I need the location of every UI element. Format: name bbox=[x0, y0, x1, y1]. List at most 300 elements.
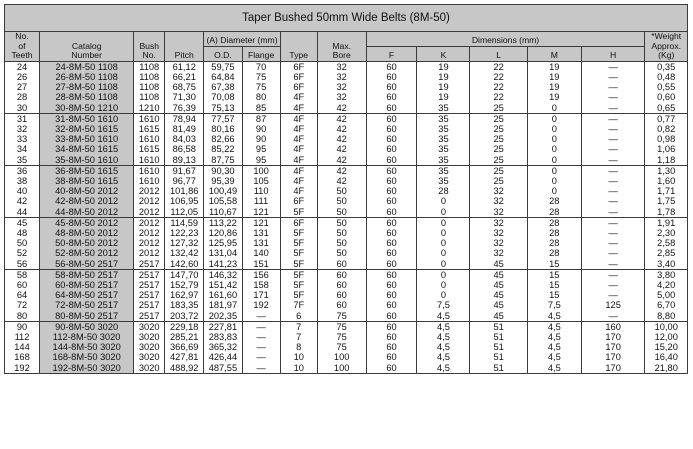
cell-h: 170 bbox=[581, 363, 645, 374]
cell-od: 365,32 bbox=[204, 342, 242, 352]
cell-l: 32 bbox=[470, 248, 527, 258]
cell-weight: 15,20 bbox=[645, 342, 688, 352]
header-pitch: Pitch bbox=[165, 32, 204, 62]
cell-teeth: 44 bbox=[5, 207, 40, 218]
cell-teeth: 40 bbox=[5, 186, 40, 196]
cell-od: 59,75 bbox=[204, 61, 242, 72]
cell-bush: 3020 bbox=[134, 342, 165, 352]
cell-bush: 2012 bbox=[134, 217, 165, 228]
cell-flange: 70 bbox=[242, 61, 280, 72]
cell-catalog: 45-8M-50 2012 bbox=[39, 217, 133, 228]
cell-m: 28 bbox=[527, 196, 581, 206]
cell-m: 4,5 bbox=[527, 342, 581, 352]
cell-catalog: 30-8M-50 1210 bbox=[39, 103, 133, 114]
cell-max-bore: 50 bbox=[317, 248, 366, 258]
table-row bbox=[5, 103, 688, 114]
cell-type: 4F bbox=[280, 103, 317, 114]
cell-weight: 21,80 bbox=[645, 363, 688, 374]
cell-catalog: 90-8M-50 3020 bbox=[39, 321, 133, 332]
cell-h: 160 bbox=[581, 321, 645, 332]
cell-pitch: 122,23 bbox=[165, 228, 204, 238]
cell-max-bore: 60 bbox=[317, 259, 366, 270]
cell-m: 28 bbox=[527, 217, 581, 228]
cell-l: 32 bbox=[470, 217, 527, 228]
cell-weight: 1,18 bbox=[645, 155, 688, 166]
cell-m: 19 bbox=[527, 61, 581, 72]
cell-weight: 12,00 bbox=[645, 332, 688, 342]
cell-f: 60 bbox=[366, 186, 417, 196]
cell-od: 105,58 bbox=[204, 196, 242, 206]
cell-pitch: 61,12 bbox=[165, 61, 204, 72]
cell-flange: 140 bbox=[242, 248, 280, 258]
cell-m: 0 bbox=[527, 103, 581, 114]
cell-teeth: 45 bbox=[5, 217, 40, 228]
cell-teeth: 27 bbox=[5, 82, 40, 92]
cell-k: 0 bbox=[417, 228, 470, 238]
cell-flange: 105 bbox=[242, 176, 280, 186]
header-type: Type bbox=[280, 32, 317, 62]
cell-bush: 1108 bbox=[134, 82, 165, 92]
cell-pitch: 78,94 bbox=[165, 113, 204, 124]
cell-h: — bbox=[581, 248, 645, 258]
row-group bbox=[5, 269, 688, 321]
cell-h: — bbox=[581, 92, 645, 102]
cell-pitch: 86,58 bbox=[165, 144, 204, 154]
cell-flange: 100 bbox=[242, 165, 280, 176]
cell-flange: — bbox=[242, 363, 280, 374]
table-row bbox=[5, 113, 688, 124]
cell-weight: 1,06 bbox=[645, 144, 688, 154]
header-m: M bbox=[527, 46, 581, 61]
cell-h: — bbox=[581, 155, 645, 166]
header-diameter-group: (A) Diameter (mm) bbox=[204, 32, 280, 47]
cell-type: 6F bbox=[280, 82, 317, 92]
cell-catalog: 38-8M-50 1615 bbox=[39, 176, 133, 186]
header-teeth: No. of Teeth bbox=[5, 32, 40, 62]
cell-od: 67,38 bbox=[204, 82, 242, 92]
table-row bbox=[5, 290, 688, 300]
cell-catalog: 35-8M-50 1610 bbox=[39, 155, 133, 166]
cell-bush: 1210 bbox=[134, 103, 165, 114]
cell-flange: 131 bbox=[242, 228, 280, 238]
cell-k: 4,5 bbox=[417, 352, 470, 362]
cell-bush: 2012 bbox=[134, 207, 165, 218]
cell-bush: 1108 bbox=[134, 72, 165, 82]
cell-l: 25 bbox=[470, 144, 527, 154]
cell-catalog: 26-8M-50 1108 bbox=[39, 72, 133, 82]
row-group bbox=[5, 217, 688, 269]
cell-od: 113,22 bbox=[204, 217, 242, 228]
cell-h: — bbox=[581, 269, 645, 280]
cell-flange: — bbox=[242, 342, 280, 352]
cell-catalog: 44-8M-50 2012 bbox=[39, 207, 133, 218]
cell-max-bore: 75 bbox=[317, 311, 366, 322]
cell-teeth: 34 bbox=[5, 144, 40, 154]
cell-f: 60 bbox=[366, 352, 417, 362]
cell-l: 51 bbox=[470, 363, 527, 374]
cell-m: 19 bbox=[527, 92, 581, 102]
spec-sheet bbox=[4, 4, 688, 374]
cell-k: 35 bbox=[417, 165, 470, 176]
cell-type: 4F bbox=[280, 144, 317, 154]
cell-max-bore: 32 bbox=[317, 61, 366, 72]
cell-teeth: 30 bbox=[5, 103, 40, 114]
cell-type: 5F bbox=[280, 290, 317, 300]
cell-f: 60 bbox=[366, 269, 417, 280]
cell-od: 487,55 bbox=[204, 363, 242, 374]
cell-teeth: 72 bbox=[5, 300, 40, 310]
cell-teeth: 35 bbox=[5, 155, 40, 166]
cell-h: — bbox=[581, 290, 645, 300]
cell-teeth: 56 bbox=[5, 259, 40, 270]
cell-max-bore: 32 bbox=[317, 72, 366, 82]
cell-bush: 2012 bbox=[134, 238, 165, 248]
cell-k: 35 bbox=[417, 176, 470, 186]
table-row bbox=[5, 269, 688, 280]
header-l: L bbox=[470, 46, 527, 61]
cell-od: 77,57 bbox=[204, 113, 242, 124]
cell-f: 60 bbox=[366, 134, 417, 144]
cell-teeth: 31 bbox=[5, 113, 40, 124]
cell-type: 7 bbox=[280, 321, 317, 332]
cell-h: — bbox=[581, 176, 645, 186]
cell-weight: 16,40 bbox=[645, 352, 688, 362]
cell-f: 60 bbox=[366, 196, 417, 206]
cell-teeth: 60 bbox=[5, 280, 40, 290]
cell-f: 60 bbox=[366, 248, 417, 258]
cell-m: 0 bbox=[527, 144, 581, 154]
cell-pitch: 71,30 bbox=[165, 92, 204, 102]
cell-m: 28 bbox=[527, 238, 581, 248]
cell-type: 5F bbox=[280, 248, 317, 258]
cell-max-bore: 75 bbox=[317, 332, 366, 342]
header-catalog: Catalog Number bbox=[39, 32, 133, 62]
cell-flange: 192 bbox=[242, 300, 280, 310]
cell-l: 32 bbox=[470, 228, 527, 238]
cell-bush: 3020 bbox=[134, 363, 165, 374]
cell-flange: 110 bbox=[242, 186, 280, 196]
cell-teeth: 168 bbox=[5, 352, 40, 362]
cell-max-bore: 42 bbox=[317, 103, 366, 114]
cell-od: 85,22 bbox=[204, 144, 242, 154]
cell-k: 0 bbox=[417, 280, 470, 290]
cell-pitch: 147,70 bbox=[165, 269, 204, 280]
header-f: F bbox=[366, 46, 417, 61]
cell-bush: 2012 bbox=[134, 196, 165, 206]
cell-teeth: 36 bbox=[5, 165, 40, 176]
cell-k: 4,5 bbox=[417, 321, 470, 332]
cell-bush: 1108 bbox=[134, 61, 165, 72]
cell-weight: 0,77 bbox=[645, 113, 688, 124]
cell-pitch: 101,86 bbox=[165, 186, 204, 196]
cell-k: 35 bbox=[417, 155, 470, 166]
cell-m: 0 bbox=[527, 134, 581, 144]
cell-f: 60 bbox=[366, 321, 417, 332]
cell-teeth: 32 bbox=[5, 124, 40, 134]
cell-teeth: 80 bbox=[5, 311, 40, 322]
table-row bbox=[5, 300, 688, 310]
cell-h: — bbox=[581, 196, 645, 206]
cell-teeth: 192 bbox=[5, 363, 40, 374]
cell-bush: 3020 bbox=[134, 321, 165, 332]
cell-max-bore: 50 bbox=[317, 196, 366, 206]
cell-flange: 95 bbox=[242, 155, 280, 166]
cell-bush: 2012 bbox=[134, 186, 165, 196]
cell-bush: 2517 bbox=[134, 300, 165, 310]
cell-l: 22 bbox=[470, 82, 527, 92]
cell-m: 4,5 bbox=[527, 352, 581, 362]
table-row bbox=[5, 82, 688, 92]
cell-teeth: 112 bbox=[5, 332, 40, 342]
cell-weight: 8,80 bbox=[645, 311, 688, 322]
cell-catalog: 58-8M-50 2517 bbox=[39, 269, 133, 280]
header-h: H bbox=[581, 46, 645, 61]
cell-flange: — bbox=[242, 321, 280, 332]
cell-type: 5F bbox=[280, 269, 317, 280]
cell-l: 32 bbox=[470, 186, 527, 196]
cell-type: 4F bbox=[280, 92, 317, 102]
cell-weight: 2,30 bbox=[645, 228, 688, 238]
table-row bbox=[5, 248, 688, 258]
cell-max-bore: 32 bbox=[317, 82, 366, 92]
cell-pitch: 66,21 bbox=[165, 72, 204, 82]
cell-max-bore: 50 bbox=[317, 217, 366, 228]
cell-l: 45 bbox=[470, 259, 527, 270]
cell-catalog: 56-8M-50 2517 bbox=[39, 259, 133, 270]
cell-l: 32 bbox=[470, 207, 527, 218]
cell-k: 0 bbox=[417, 238, 470, 248]
cell-l: 25 bbox=[470, 176, 527, 186]
cell-weight: 1,71 bbox=[645, 186, 688, 196]
cell-bush: 2012 bbox=[134, 248, 165, 258]
cell-m: 4,5 bbox=[527, 363, 581, 374]
cell-bush: 1615 bbox=[134, 124, 165, 134]
cell-flange: 151 bbox=[242, 259, 280, 270]
cell-weight: 1,78 bbox=[645, 207, 688, 218]
cell-od: 131,04 bbox=[204, 248, 242, 258]
cell-pitch: 427,81 bbox=[165, 352, 204, 362]
cell-l: 25 bbox=[470, 113, 527, 124]
cell-type: 4F bbox=[280, 176, 317, 186]
cell-l: 25 bbox=[470, 165, 527, 176]
cell-f: 60 bbox=[366, 217, 417, 228]
cell-f: 60 bbox=[366, 342, 417, 352]
cell-flange: 90 bbox=[242, 124, 280, 134]
cell-pitch: 152,79 bbox=[165, 280, 204, 290]
cell-pitch: 366,69 bbox=[165, 342, 204, 352]
cell-teeth: 42 bbox=[5, 196, 40, 206]
cell-od: 141,23 bbox=[204, 259, 242, 270]
cell-max-bore: 50 bbox=[317, 228, 366, 238]
cell-bush: 2517 bbox=[134, 290, 165, 300]
cell-od: 95,39 bbox=[204, 176, 242, 186]
cell-k: 35 bbox=[417, 103, 470, 114]
cell-l: 45 bbox=[470, 290, 527, 300]
cell-od: 110,67 bbox=[204, 207, 242, 218]
table-row bbox=[5, 238, 688, 248]
cell-catalog: 192-8M-50 3020 bbox=[39, 363, 133, 374]
cell-k: 0 bbox=[417, 248, 470, 258]
cell-pitch: 84,03 bbox=[165, 134, 204, 144]
cell-k: 4,5 bbox=[417, 363, 470, 374]
cell-m: 28 bbox=[527, 248, 581, 258]
cell-pitch: 68,75 bbox=[165, 82, 204, 92]
cell-k: 35 bbox=[417, 113, 470, 124]
table-row bbox=[5, 144, 688, 154]
cell-l: 51 bbox=[470, 352, 527, 362]
cell-type: 5F bbox=[280, 228, 317, 238]
cell-f: 60 bbox=[366, 144, 417, 154]
table-row bbox=[5, 228, 688, 238]
cell-od: 283,83 bbox=[204, 332, 242, 342]
cell-h: — bbox=[581, 259, 645, 270]
cell-bush: 1108 bbox=[134, 92, 165, 102]
table-row bbox=[5, 186, 688, 196]
cell-m: 28 bbox=[527, 207, 581, 218]
cell-type: 4F bbox=[280, 165, 317, 176]
cell-f: 60 bbox=[366, 113, 417, 124]
cell-catalog: 32-8M-50 1615 bbox=[39, 124, 133, 134]
cell-l: 22 bbox=[470, 72, 527, 82]
cell-f: 60 bbox=[366, 82, 417, 92]
cell-m: 15 bbox=[527, 269, 581, 280]
cell-flange: 158 bbox=[242, 280, 280, 290]
cell-f: 60 bbox=[366, 207, 417, 218]
cell-l: 25 bbox=[470, 155, 527, 166]
cell-m: 19 bbox=[527, 72, 581, 82]
cell-type: 5F bbox=[280, 207, 317, 218]
cell-od: 64,84 bbox=[204, 72, 242, 82]
cell-bush: 3020 bbox=[134, 332, 165, 342]
cell-max-bore: 60 bbox=[317, 300, 366, 310]
cell-l: 22 bbox=[470, 92, 527, 102]
cell-l: 51 bbox=[470, 321, 527, 332]
cell-type: 7 bbox=[280, 332, 317, 342]
cell-l: 32 bbox=[470, 196, 527, 206]
cell-h: 170 bbox=[581, 352, 645, 362]
cell-pitch: 162,97 bbox=[165, 290, 204, 300]
cell-k: 35 bbox=[417, 144, 470, 154]
cell-teeth: 50 bbox=[5, 238, 40, 248]
cell-od: 75,13 bbox=[204, 103, 242, 114]
cell-weight: 1,60 bbox=[645, 176, 688, 186]
cell-h: — bbox=[581, 134, 645, 144]
cell-max-bore: 100 bbox=[317, 352, 366, 362]
cell-bush: 1615 bbox=[134, 144, 165, 154]
cell-flange: 75 bbox=[242, 82, 280, 92]
cell-h: — bbox=[581, 280, 645, 290]
cell-od: 227,81 bbox=[204, 321, 242, 332]
cell-weight: 10,00 bbox=[645, 321, 688, 332]
header-k: K bbox=[417, 46, 470, 61]
table-row bbox=[5, 134, 688, 144]
cell-catalog: 112-8M-50 3020 bbox=[39, 332, 133, 342]
table-row bbox=[5, 352, 688, 362]
cell-teeth: 28 bbox=[5, 92, 40, 102]
cell-k: 28 bbox=[417, 186, 470, 196]
cell-teeth: 33 bbox=[5, 134, 40, 144]
cell-m: 0 bbox=[527, 165, 581, 176]
cell-m: 28 bbox=[527, 228, 581, 238]
cell-bush: 2517 bbox=[134, 280, 165, 290]
cell-weight: 1,75 bbox=[645, 196, 688, 206]
cell-catalog: 40-8M-50 2012 bbox=[39, 186, 133, 196]
cell-h: — bbox=[581, 113, 645, 124]
cell-m: 0 bbox=[527, 124, 581, 134]
cell-f: 60 bbox=[366, 103, 417, 114]
cell-m: 0 bbox=[527, 186, 581, 196]
cell-m: 4,5 bbox=[527, 332, 581, 342]
cell-bush: 2517 bbox=[134, 311, 165, 322]
cell-l: 45 bbox=[470, 300, 527, 310]
cell-catalog: 28-8M-50 1108 bbox=[39, 92, 133, 102]
cell-k: 19 bbox=[417, 82, 470, 92]
cell-bush: 1610 bbox=[134, 165, 165, 176]
cell-teeth: 48 bbox=[5, 228, 40, 238]
cell-max-bore: 50 bbox=[317, 186, 366, 196]
table-row bbox=[5, 332, 688, 342]
cell-od: 87,75 bbox=[204, 155, 242, 166]
cell-pitch: 127,32 bbox=[165, 238, 204, 248]
cell-type: 4F bbox=[280, 186, 317, 196]
cell-l: 25 bbox=[470, 134, 527, 144]
cell-f: 60 bbox=[366, 228, 417, 238]
cell-f: 60 bbox=[366, 300, 417, 310]
cell-catalog: 24-8M-50 1108 bbox=[39, 61, 133, 72]
table-row bbox=[5, 176, 688, 186]
cell-pitch: 81,49 bbox=[165, 124, 204, 134]
cell-bush: 1610 bbox=[134, 155, 165, 166]
cell-f: 60 bbox=[366, 176, 417, 186]
table-row bbox=[5, 165, 688, 176]
cell-teeth: 24 bbox=[5, 61, 40, 72]
cell-f: 60 bbox=[366, 332, 417, 342]
cell-l: 45 bbox=[470, 269, 527, 280]
cell-catalog: 33-8M-50 1610 bbox=[39, 134, 133, 144]
cell-flange: 131 bbox=[242, 238, 280, 248]
cell-max-bore: 42 bbox=[317, 124, 366, 134]
cell-l: 25 bbox=[470, 124, 527, 134]
cell-max-bore: 42 bbox=[317, 155, 366, 166]
cell-m: 4,5 bbox=[527, 321, 581, 332]
cell-m: 15 bbox=[527, 280, 581, 290]
cell-weight: 2,58 bbox=[645, 238, 688, 248]
cell-pitch: 96,77 bbox=[165, 176, 204, 186]
cell-od: 82,66 bbox=[204, 134, 242, 144]
cell-f: 60 bbox=[366, 238, 417, 248]
cell-pitch: 203,72 bbox=[165, 311, 204, 322]
cell-weight: 6,70 bbox=[645, 300, 688, 310]
cell-h: — bbox=[581, 186, 645, 196]
cell-max-bore: 42 bbox=[317, 134, 366, 144]
cell-catalog: 80-8M-50 2517 bbox=[39, 311, 133, 322]
cell-l: 25 bbox=[470, 103, 527, 114]
cell-flange: 121 bbox=[242, 207, 280, 218]
cell-h: — bbox=[581, 238, 645, 248]
table-row bbox=[5, 321, 688, 332]
cell-weight: 1,91 bbox=[645, 217, 688, 228]
cell-k: 0 bbox=[417, 290, 470, 300]
cell-weight: 0,98 bbox=[645, 134, 688, 144]
cell-pitch: 183,35 bbox=[165, 300, 204, 310]
cell-h: 170 bbox=[581, 332, 645, 342]
cell-type: 4F bbox=[280, 134, 317, 144]
cell-flange: 80 bbox=[242, 92, 280, 102]
cell-h: — bbox=[581, 72, 645, 82]
cell-f: 60 bbox=[366, 155, 417, 166]
cell-type: 8 bbox=[280, 342, 317, 352]
cell-flange: 85 bbox=[242, 103, 280, 114]
